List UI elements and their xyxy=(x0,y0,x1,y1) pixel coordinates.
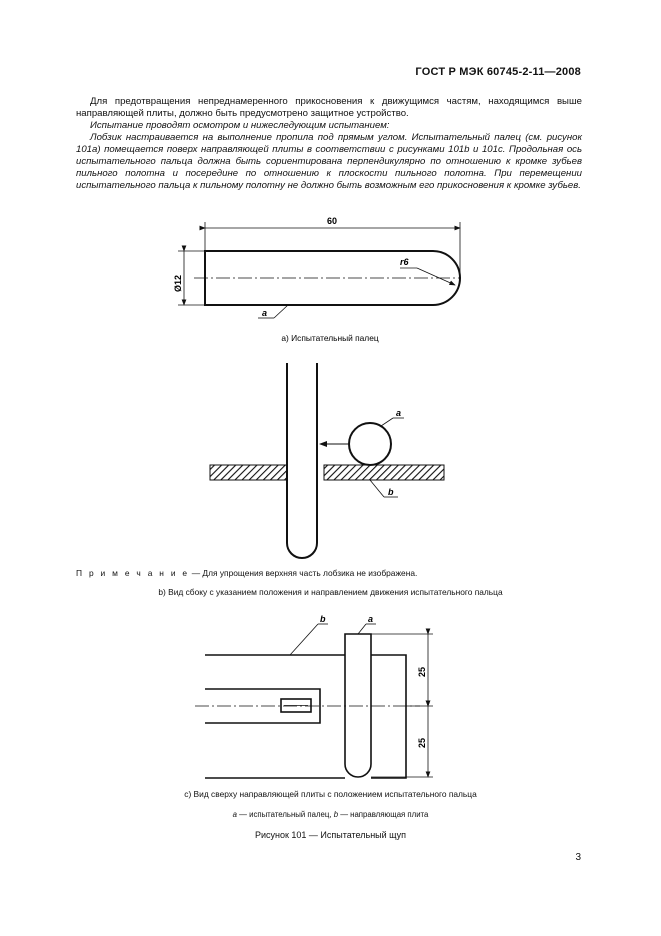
side-label-a: a xyxy=(396,408,402,418)
figure-legend xyxy=(0,810,661,819)
top-label-b: b xyxy=(320,614,326,624)
guide-plate-right xyxy=(324,465,444,480)
caption-c: c) Вид сверху направляющей плиты с положением испытательного пальца xyxy=(184,789,477,799)
top-view-drawing xyxy=(195,614,433,778)
page-number: 3 xyxy=(575,852,581,863)
dimension-bottom: 25 xyxy=(417,737,427,748)
guide-plate-outline xyxy=(205,655,406,778)
note-text: — Для упрощения верхняя часть лобзика не изображена. xyxy=(189,568,418,578)
paragraph-protection: Для предотвращения непреднамеренного прикосновения к движущимся частям, находящимся выше направляющей плиты, должно быть предусмотрено защитное устройство. xyxy=(76,96,582,120)
diameter-dimension: Ø12 xyxy=(173,274,183,292)
side-view-drawing xyxy=(210,363,444,558)
legend-a-symbol: a xyxy=(232,810,237,819)
paragraph-test-intro: Испытание проводят осмотром и нижеследующим испытанием: xyxy=(90,120,390,131)
side-label-b: b xyxy=(388,487,394,497)
legend-b-symbol: b xyxy=(333,810,339,819)
legend-a-text: — испытательный палец, xyxy=(236,810,334,819)
legend-b-text: — направляющая плита xyxy=(338,810,429,819)
guide-plate-left xyxy=(210,465,287,480)
length-dimension: 60 xyxy=(327,216,338,226)
dimension-top: 25 xyxy=(417,666,427,677)
test-finger-section xyxy=(349,423,391,465)
caption-b: b) Вид сбоку с указанием положения и направлением движения испытательного пальца xyxy=(158,587,503,597)
finger-label-a: a xyxy=(262,308,268,318)
test-finger-drawing xyxy=(173,216,460,318)
caption-a: a) Испытательный палец xyxy=(281,333,379,343)
document-header: ГОСТ Р МЭК 60745-2-11—2008 xyxy=(415,66,581,78)
radius-leader xyxy=(417,268,455,285)
top-label-a: a xyxy=(368,614,374,624)
saw-blade xyxy=(287,363,317,558)
figure-note xyxy=(76,568,417,578)
figure-title: Рисунок 101 — Испытательный щуп xyxy=(254,830,407,840)
note-prefix: П р и м е ч а н и е xyxy=(76,568,190,578)
test-finger-top xyxy=(345,634,371,777)
radius-dimension: r6 xyxy=(400,257,409,267)
paragraph-test-procedure: Лобзик настраивается на выполнение пропила под прямым углом. Испытательный палец (см. рисунок 101a) помещается поверх направляющей плиты в соответствии с рисунками 101b и 101c. Продольная ось испытательного пальца должна быть сориентирована перпендикулярно по отношению к кромке зубьев пильного полотна и посередине по отношению к плоскости пильного полотна. При перемещении испытательного пальца к пильному полотну не должно быть возможным его прикосновения к кромке зубьев. xyxy=(76,132,582,192)
